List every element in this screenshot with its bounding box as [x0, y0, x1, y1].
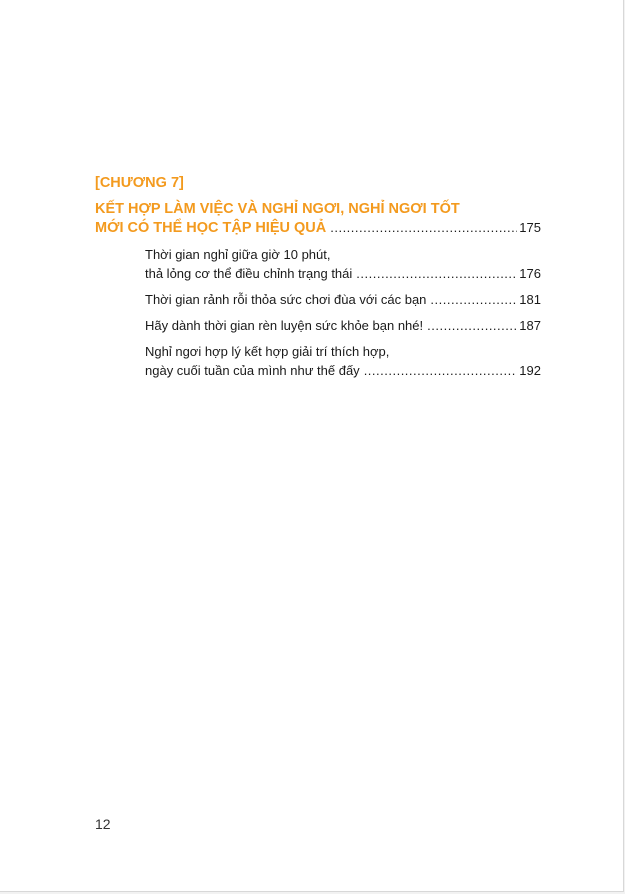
- toc-entry: [145, 342, 541, 380]
- chapter-label: [CHƯƠNG 7]: [95, 175, 184, 191]
- toc-entry-line2: Thời gian rảnh rỗi thỏa sức chơi đùa với các bạn: [145, 292, 427, 307]
- page-number-folio: 12: [95, 816, 111, 832]
- toc-entry-line2: ngày cuối tuần của mình như thế đấy: [145, 363, 360, 378]
- toc-entry: [145, 245, 541, 283]
- toc-entry-page-number: 192: [519, 363, 541, 378]
- chapter-title-line1: KẾT HỢP LÀM VIỆC VÀ NGHỈ NGƠI, NGHỈ NGƠI TỐT: [95, 201, 460, 217]
- chapter-page-number: 175: [519, 220, 541, 235]
- toc-entry-line2: Hãy dành thời gian rèn luyện sức khỏe bạn nhé!: [145, 318, 424, 333]
- dot-leader: [430, 290, 517, 309]
- toc-entry-line1: Nghỉ ngơi hợp lý kết hợp giải trí thích hợp,: [145, 344, 390, 359]
- toc-entry-row: [145, 290, 541, 309]
- dot-leader: [427, 316, 517, 335]
- toc-entry: [145, 316, 541, 335]
- toc-entry-row: [145, 361, 541, 380]
- toc-entry-line2: thả lỏng cơ thể điều chỉnh trạng thái: [145, 266, 353, 281]
- toc-entry-line1: Thời gian nghỉ giữa giờ 10 phút,: [145, 247, 331, 262]
- toc-entry: [145, 290, 541, 309]
- toc-entry-row: [145, 316, 541, 335]
- toc-entry-page-number: 176: [519, 266, 541, 281]
- dot-leader: [356, 264, 517, 283]
- dot-leader: [364, 361, 518, 380]
- toc-entry-page-number: 187: [519, 318, 541, 333]
- toc-entry-row: [145, 264, 541, 283]
- chapter-title-row: [95, 218, 541, 238]
- dot-leader: [330, 218, 517, 237]
- table-of-contents: [95, 174, 541, 387]
- toc-entry-page-number: 181: [519, 292, 541, 307]
- chapter-title-line2: MỚI CÓ THỂ HỌC TẬP HIỆU QUẢ: [95, 220, 327, 236]
